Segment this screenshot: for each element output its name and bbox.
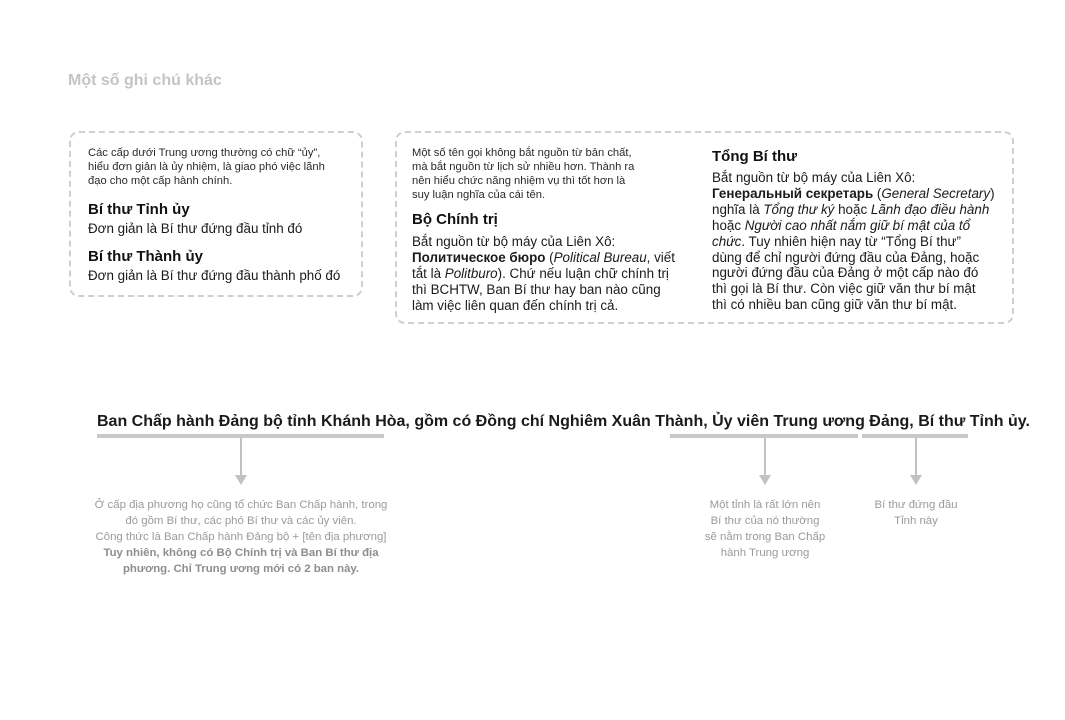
russian-term: Генеральный секретарь [712, 185, 874, 201]
intro-line: Các cấp dưới Trung ương thường có chữ “ủy”, [88, 147, 321, 159]
annotation-line: Tỉnh này [894, 515, 938, 527]
arrow-down-icon [764, 438, 766, 476]
text-line: thì có nhiều ban cũng giữ văn thư bí mật. [712, 297, 957, 313]
note-card-historical-names [395, 131, 1014, 324]
text-line [412, 266, 684, 282]
annotation-line: Bí thư của nó thường [710, 515, 820, 527]
intro-line: đạo cho một cấp hành chính. [88, 175, 233, 187]
intro-line: suy luận nghĩa của cái tên. [412, 189, 546, 201]
term-italic: Người cao nhất nắm giữ bí mật của tổ [744, 217, 971, 233]
definition-general-secretary [712, 170, 1004, 313]
annotated-sentence: Ban Chấp hành Đảng bộ tỉnh Khánh Hòa, gồm có Đồng chí Nghiêm Xuân Thành, Ủy viên Trung ương Đảng, Bí thư Tỉnh ủy. [97, 413, 1030, 430]
text-fragment: hoặc [834, 201, 871, 217]
text-line [712, 234, 1004, 250]
text-fragment: . Tuy nhiên hiện nay từ “Tổng Bí thư” [741, 233, 961, 249]
text-line: Bắt nguồn từ bộ máy của Liên Xô: [412, 234, 616, 249]
annotation-line-bold: phương. Chỉ Trung ương mới có 2 ban này. [122, 563, 360, 575]
heading-general-secretary: Tổng Bí thư [712, 148, 798, 165]
annotation-provincial-secretary [858, 497, 974, 529]
text-line [712, 218, 1004, 234]
text-fragment: ). Chứ nếu luận chữ chính trị [497, 265, 669, 281]
punctuation: ( [873, 185, 882, 201]
text-line: thì BCHTW, Ban Bí thư hay ban nào cũng [412, 281, 661, 297]
text-line: người đứng đầu của Đảng ở một cấp nào đó [712, 265, 979, 281]
text-line [712, 186, 1004, 202]
text-fragment: , viết [646, 249, 675, 265]
card-intro-text [88, 146, 350, 188]
annotation-line: Một tỉnh là rất lớn nên [709, 499, 821, 511]
heading-provincial-secretary: Bí thư Tỉnh ủy [88, 201, 190, 218]
note-card-provincial-committee [69, 131, 363, 297]
term-italic: Lãnh đạo điều hành [870, 201, 990, 217]
intro-line: Một số tên gọi không bắt nguồn từ bản chất, [412, 147, 632, 159]
annotation-line: Ở cấp địa phương họ cũng tổ chức Ban Chấp hành, trong [94, 499, 388, 511]
russian-term: Политическое бюро [412, 249, 546, 265]
text-fragment: tắt là [412, 265, 445, 281]
annotation-committee [78, 497, 404, 577]
text-fragment: nghĩa là [712, 201, 764, 217]
text-line: Bắt nguồn từ bộ máy của Liên Xô: [712, 170, 916, 185]
text-line: thì gọi là Bí thư. Còn việc giữ văn thư bí mật [712, 281, 976, 297]
english-term: Political Bureau [553, 249, 647, 265]
term-italic: chức [712, 233, 742, 249]
punctuation: ) [990, 185, 995, 201]
abbreviation: Politburo [444, 265, 498, 281]
intro-line: nên hiểu chức năng nhiệm vụ thì tốt hơn là [412, 175, 626, 187]
annotation-line: Bí thư đứng đầu [874, 499, 958, 511]
section-title: Một số ghi chú khác [68, 72, 222, 89]
annotation-line: sẽ nằm trong Ban Chấp [704, 531, 826, 543]
arrow-down-icon [240, 438, 242, 476]
annotation-line-bold: Tuy nhiên, không có Bộ Chính trị và Ban Bí thư địa [103, 547, 379, 559]
definition-provincial-secretary: Đơn giản là Bí thư đứng đầu tỉnh đó [88, 221, 303, 236]
punctuation: ( [545, 249, 554, 265]
arrow-down-icon [915, 438, 917, 476]
text-line: làm việc liên quan đến chính trị cả. [412, 297, 619, 313]
text-line [412, 250, 684, 266]
heading-politburo: Bộ Chính trị [412, 211, 498, 228]
text-line [712, 202, 1004, 218]
term-italic: Tổng thư ký [763, 201, 835, 217]
annotation-central-member [694, 497, 836, 561]
annotation-line: hành Trung ương [720, 547, 810, 559]
english-term: General Secretary [881, 185, 991, 201]
intro-line: hiểu đơn giản là ủy nhiệm, là giao phó việc lãnh [88, 161, 325, 173]
annotation-line: Công thức là Ban Chấp hành Đảng bộ + [tên địa phương] [95, 531, 387, 543]
definition-city-secretary: Đơn giản là Bí thư đứng đầu thành phố đó [88, 268, 341, 283]
annotation-line: đó gồm Bí thư, các phó Bí thư và các ủy viên. [125, 515, 357, 527]
text-fragment: hoặc [712, 217, 745, 233]
card-intro-text [412, 146, 662, 202]
definition-politburo [412, 234, 684, 314]
intro-line: mà bắt nguồn từ lịch sử nhiều hơn. Thành ra [412, 161, 635, 173]
heading-city-secretary: Bí thư Thành ủy [88, 248, 204, 265]
text-line: dùng để chỉ người đứng đầu của Đảng, hoặc [712, 249, 980, 265]
